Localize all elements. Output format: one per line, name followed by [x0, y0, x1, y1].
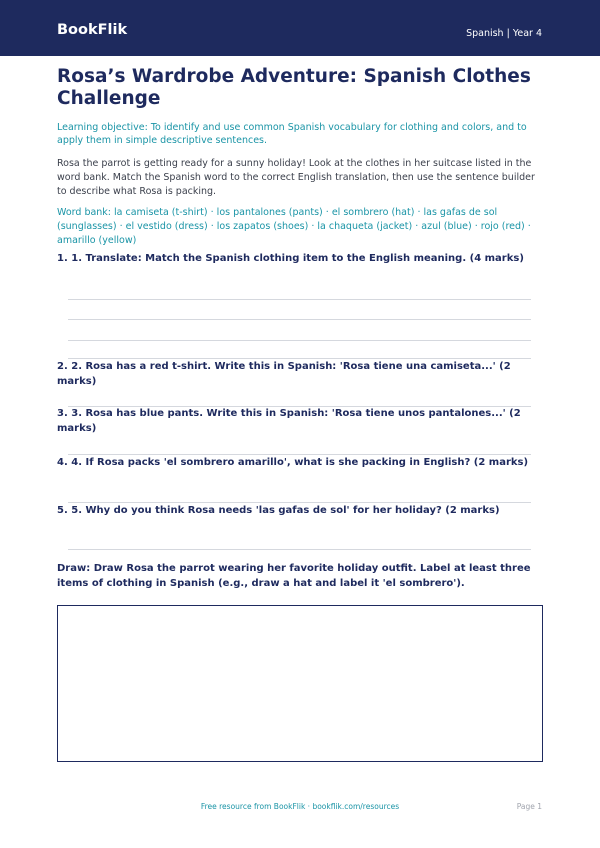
subject-year-label: Spanish | Year 4: [466, 28, 542, 39]
learning-objective: Learning objective: To identify and use common Spanish vocabulary for clothing and colors, and to apply them in simple descriptive sentences.: [57, 122, 527, 146]
question-5: 5. 5. Why do you think Rosa needs 'las gafas de sol' for her holiday? (2 marks): [57, 505, 500, 516]
word-bank: Word bank: la camiseta (t-shirt) · los pantalones (pants) · el sombrero (hat) · las gafas de sol (sunglasses) · el vestido (dress) · los zapatos (shoes) · la chaqueta (jacket) · azul (blue) · rojo (red) · amarillo (yellow): [57, 207, 531, 246]
question-1: 1. 1. Translate: Match the Spanish clothing item to the English meaning. (4 marks): [57, 253, 524, 264]
answer-line[interactable]: [68, 299, 531, 300]
answer-line[interactable]: [68, 549, 531, 550]
intro-paragraph: Rosa the parrot is getting ready for a sunny holiday! Look at the clothes in her suitcase listed in the word bank. Match the Spanish word to the correct English translation, then use the sentence builder to describe what Rosa is packing.: [57, 158, 535, 197]
question-4: 4. 4. If Rosa packs 'el sombrero amarillo', what is she packing in English? (2 marks): [57, 457, 529, 468]
answer-line[interactable]: [68, 340, 531, 341]
drawing-box[interactable]: [57, 605, 543, 762]
page-number: Page 1: [516, 802, 542, 811]
answer-line[interactable]: [68, 319, 531, 320]
draw-task: Draw: Draw Rosa the parrot wearing her favorite holiday outfit. Label at least three items of clothing in Spanish (e.g., draw a hat and label it 'el sombrero').: [57, 563, 531, 589]
header-bar: [0, 0, 600, 56]
page-title: Rosa’s Wardrobe Adventure: Spanish Clothes Challenge: [57, 66, 531, 109]
brand-logo: BookFlik: [57, 22, 128, 38]
footer-credit[interactable]: Free resource from BookFlik · bookflik.com/resources: [200, 802, 400, 811]
question-2: 2. 2. Rosa has a red t-shirt. Write this in Spanish: 'Rosa tiene una camiseta...' (2 marks): [57, 361, 511, 387]
question-3: 3. 3. Rosa has blue pants. Write this in Spanish: 'Rosa tiene unos pantalones...' (2 marks): [57, 408, 521, 434]
